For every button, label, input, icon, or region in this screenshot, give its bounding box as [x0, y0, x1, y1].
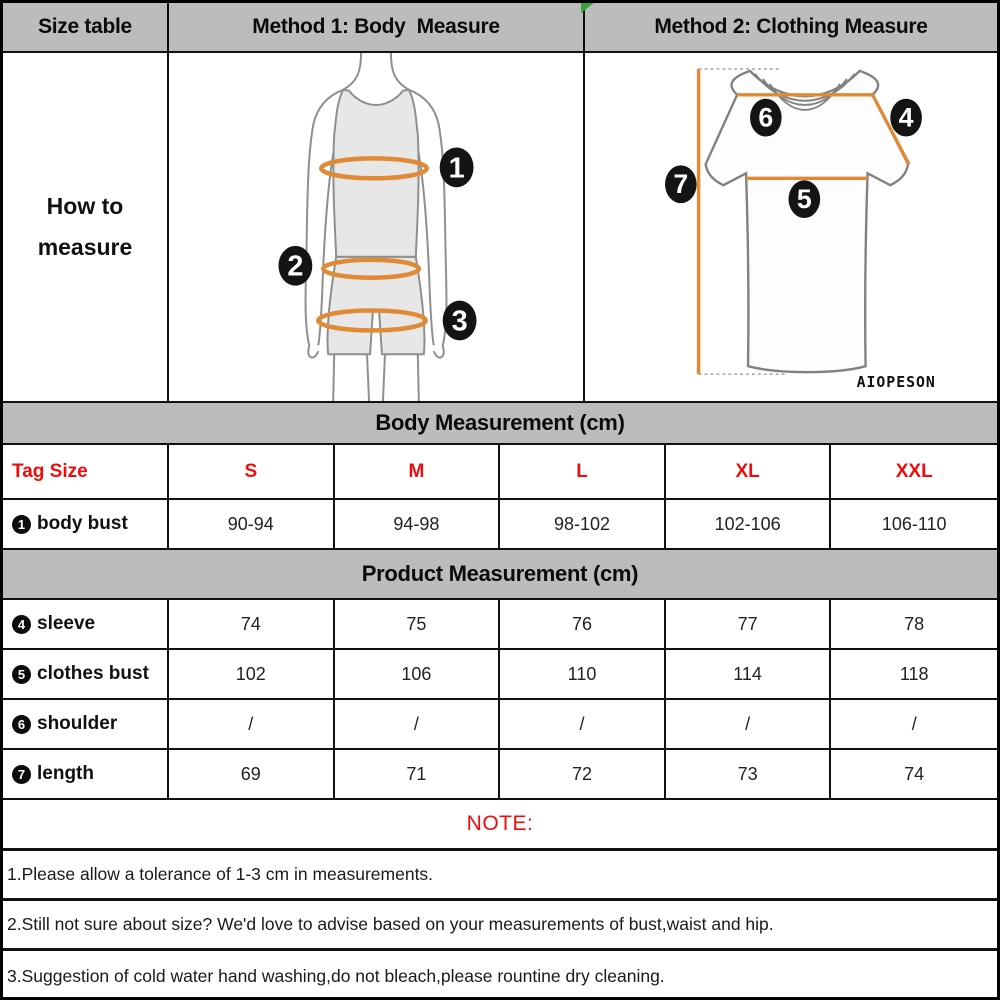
marker-6-number: 6	[758, 102, 774, 133]
body-bust-s: 90-94	[169, 500, 335, 548]
size-header-m: M	[335, 445, 501, 498]
product-measurement-title: Product Measurement (cm)	[3, 550, 997, 600]
body-bust-text: body bust	[37, 513, 128, 534]
marker-2	[278, 246, 312, 286]
note-item-3: 3.Suggestion of cold water hand washing,do not bleach,please rountine dry cleaning.	[7, 965, 665, 986]
body-bust-xxl: 106-110	[881, 513, 947, 534]
body-measure-diagram	[169, 53, 585, 401]
length-l: 72	[500, 750, 666, 798]
marker-7-number: 7	[673, 169, 689, 200]
marker-4-number: 4	[898, 102, 914, 133]
clothes-bust-s: 102	[169, 650, 335, 698]
marker-7-chip: 7	[12, 765, 31, 784]
brand-watermark: AIOPESON	[856, 373, 936, 392]
note-item-2: 2.Still not sure about size? We'd love to advise based on your measurements of bust,waist and hip.	[3, 901, 997, 951]
marker-6	[750, 99, 782, 137]
sleeve-s: 74	[169, 600, 335, 648]
sleeve-xxl: 78	[904, 613, 925, 634]
length-text: length	[37, 763, 94, 784]
length-s: 69	[169, 750, 335, 798]
corner-flag-icon	[581, 3, 594, 13]
marker-3-number: 3	[451, 305, 468, 338]
body-bust-l: 98-102	[500, 500, 666, 548]
body-figure-illustration	[169, 53, 583, 401]
tag-size-label: Tag Size	[3, 445, 169, 498]
marker-2-number: 2	[287, 250, 304, 283]
length-xxl: 74	[904, 763, 925, 784]
marker-5-number: 5	[796, 184, 812, 215]
size-table-header: Size table	[3, 3, 169, 51]
size-header-xl: XL	[666, 445, 832, 498]
sleeve-text: sleeve	[37, 613, 96, 634]
tag-size-row	[3, 445, 997, 500]
shoulder-label	[3, 700, 169, 748]
clothing-measure-diagram	[585, 53, 997, 401]
body-bust-row	[3, 500, 997, 550]
diagram-row	[3, 53, 997, 403]
marker-1	[440, 147, 474, 187]
body-bust-label	[3, 500, 169, 548]
note-item-1: 1.Please allow a tolerance of 1-3 cm in measurements.	[3, 851, 997, 901]
marker-4-chip: 4	[12, 615, 31, 634]
shoulder-s: /	[169, 700, 335, 748]
size-header-s: S	[169, 445, 335, 498]
top-header-row	[3, 3, 997, 53]
sleeve-row	[3, 600, 997, 650]
how-to-line2: measure	[37, 234, 133, 260]
body-measurement-title: Body Measurement (cm)	[3, 403, 997, 445]
shoulder-xl: /	[666, 700, 832, 748]
sleeve-l: 76	[500, 600, 666, 648]
clothes-bust-text: clothes bust	[37, 663, 149, 684]
sleeve-m: 75	[335, 600, 501, 648]
method1-header: Method 1: Body Measure	[169, 3, 585, 51]
marker-5	[789, 180, 821, 218]
tshirt-illustration	[585, 53, 997, 401]
sleeve-xl: 77	[666, 600, 832, 648]
size-header-xxl: XXL	[895, 460, 933, 482]
shoulder-text: shoulder	[37, 713, 118, 734]
marker-1-chip: 1	[12, 515, 31, 534]
clothes-bust-l: 110	[500, 650, 666, 698]
method2-header: Method 2: Clothing Measure	[654, 15, 928, 38]
marker-4	[890, 99, 922, 137]
marker-7	[665, 165, 697, 203]
marker-1-number: 1	[448, 152, 465, 185]
shoulder-row	[3, 700, 997, 750]
sleeve-label	[3, 600, 169, 648]
marker-3	[443, 301, 477, 341]
size-header-l: L	[500, 445, 666, 498]
length-row	[3, 750, 997, 800]
clothes-bust-xxl: 118	[899, 663, 929, 684]
marker-6-chip: 6	[12, 715, 31, 734]
note-title: NOTE:	[3, 800, 997, 851]
shoulder-l: /	[500, 700, 666, 748]
body-bust-xl: 102-106	[666, 500, 832, 548]
clothes-bust-m: 106	[335, 650, 501, 698]
clothes-bust-label	[3, 650, 169, 698]
how-to-line1: How to	[46, 192, 124, 219]
length-m: 71	[335, 750, 501, 798]
shoulder-m: /	[335, 700, 501, 748]
clothes-bust-row	[3, 650, 997, 700]
body-bust-m: 94-98	[335, 500, 501, 548]
length-xl: 73	[666, 750, 832, 798]
how-to-measure-label	[3, 53, 169, 401]
marker-5-chip: 5	[12, 665, 31, 684]
clothes-bust-xl: 114	[666, 650, 832, 698]
shoulder-xxl: /	[911, 713, 917, 734]
length-label	[3, 750, 169, 798]
